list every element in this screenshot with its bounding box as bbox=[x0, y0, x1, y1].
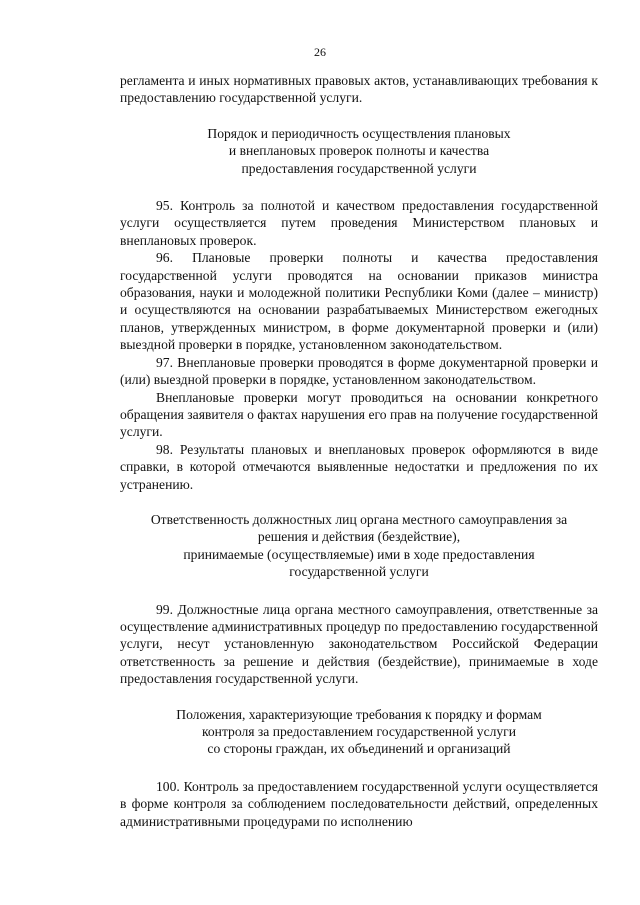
paragraph: 98. Результаты плановых и внеплановых проверок оформляются в виде справки, в которой отмечаются выявленные недостатки и предложения по их устранению. bbox=[120, 441, 598, 492]
heading-line: государственной услуги bbox=[289, 564, 429, 580]
heading-line: предоставления государственной услуги bbox=[241, 160, 477, 176]
heading-line: Положения, характеризующие требования к порядку и формам bbox=[176, 706, 542, 722]
heading-line: решения и действия (бездействие), bbox=[257, 529, 461, 545]
heading-line: принимаемые (осуществляемые) ими в ходе предоставления bbox=[183, 546, 535, 562]
paragraph: 95. Контроль за полнотой и качеством предоставления государственной услуги осуществляется путем проведения Министерством плановых и внеплановых проверок. bbox=[120, 198, 598, 248]
heading-line: Порядок и периодичность осуществления плановых bbox=[207, 125, 511, 141]
paragraph: 99. Должностные лица органа местного самоуправления, ответственные за осуществление административных процедур по предоставлению государственной услуги, несут установленную законодательством Российской Федерации ответственность за решение и действия (бездействие), принимаемые в ходе предоставления государственной услуги. bbox=[120, 601, 598, 687]
section-spacer bbox=[120, 581, 598, 601]
section-spacer bbox=[120, 107, 598, 125]
paragraph: регламента и иных нормативных правовых актов, устанавливающих требования к предоставлению государственной услуги. bbox=[120, 73, 598, 106]
section-heading bbox=[120, 706, 598, 758]
heading-line: со стороны граждан, их объединений и организаций bbox=[207, 741, 511, 757]
heading-line: и внеплановых проверок полноты и качества bbox=[228, 143, 490, 159]
heading-line: контроля за предоставлением государственной услуги bbox=[201, 724, 517, 739]
section-heading bbox=[120, 511, 598, 581]
heading-line: Ответственность должностных лиц органа местного самоуправления за bbox=[150, 511, 568, 527]
section-spacer bbox=[120, 177, 598, 197]
paragraph: Внеплановые проверки могут проводиться на основании конкретного обращения заявителя о фактах нарушения его прав на получение государственной услуги. bbox=[120, 389, 598, 440]
page-number: 26 bbox=[314, 45, 326, 59]
paragraph: 100. Контроль за предоставлением государственной услуги осуществляется в форме контроля за соблюдением последовательности действий, определенных административными процедурами по исполнению bbox=[120, 778, 598, 829]
section-spacer bbox=[120, 758, 598, 778]
document-body bbox=[120, 72, 598, 830]
section-spacer bbox=[120, 493, 598, 511]
paragraph: 97. Внеплановые проверки проводятся в форме документарной проверки и (или) выездной проверки в порядке, установленном законодательством. bbox=[120, 354, 598, 388]
section-heading bbox=[120, 125, 598, 177]
paragraph: 96. Плановые проверки полноты и качества предоставления государственной услуги проводятся на основании приказов министра образования, науки и молодежной политики Республики Коми (далее – министр) и осуществляются на основании разрабатываемых Министерством ежегодных планов, утвержденных министром, в форме документарной проверки и (или) выездной проверки в порядке, установленном законодательством. bbox=[120, 250, 598, 353]
section-spacer bbox=[120, 688, 598, 706]
